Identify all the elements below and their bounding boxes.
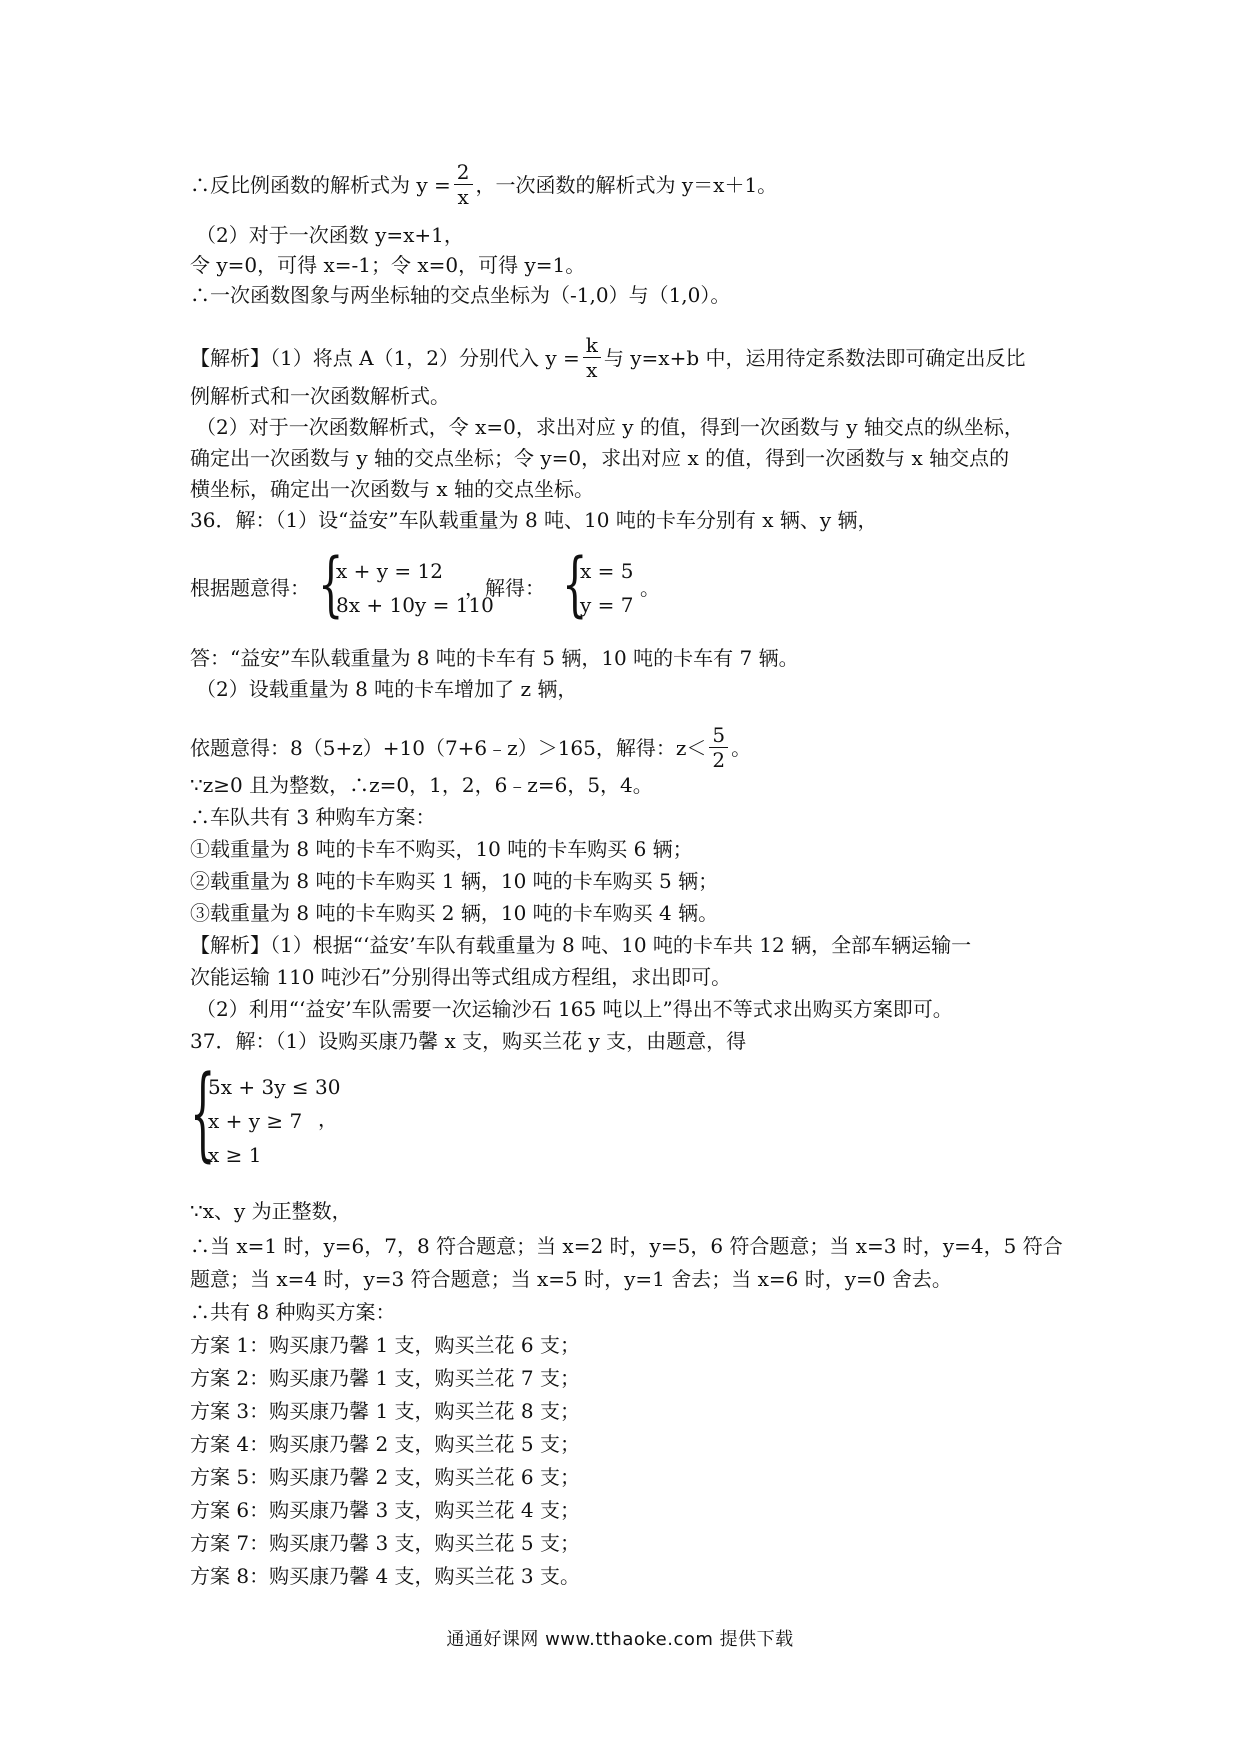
- equation-row: 8x + 10y = 110: [336, 593, 494, 617]
- inequality-row: 5x + 3y ≤ 30: [208, 1075, 341, 1099]
- text-line: ，解得：: [465, 576, 545, 600]
- text-span: 【解析】（1）将点 A（1，2）分别代入 y =: [190, 346, 580, 370]
- text-line: （2）对于一次函数 y=x+1，: [196, 223, 464, 247]
- text-line: 次能运输 110 吨沙石”分别得出等式组成方程组，求出即可。: [190, 965, 732, 989]
- brace-symbol: {: [318, 544, 344, 626]
- plan-item: 方案 3：购买康乃馨 1 支，购买兰花 8 支；: [190, 1399, 580, 1423]
- text-line: ①载重量为 8 吨的卡车不购买，10 吨的卡车购买 6 辆；: [190, 837, 693, 861]
- text-line: 37．解：（1）设购买康乃馨 x 支，购买兰花 y 支，由题意，得: [190, 1029, 747, 1053]
- fraction-numerator: k: [583, 333, 601, 358]
- equation-row: x + y = 12: [336, 559, 443, 583]
- text-line: 根据题意得：: [190, 576, 310, 600]
- plan-item: 方案 5：购买康乃馨 2 支，购买兰花 6 支；: [190, 1465, 580, 1489]
- fraction-denominator: x: [586, 358, 598, 382]
- text-line: [190, 725, 751, 774]
- text-line: 答：“益安”车队载重量为 8 吨的卡车有 5 辆，10 吨的卡车有 7 辆。: [190, 646, 799, 670]
- text-line: 横坐标，确定出一次函数与 x 轴的交点坐标。: [190, 477, 594, 501]
- equation-row: y = 7: [580, 593, 634, 617]
- plan-item: 方案 1：购买康乃馨 1 支，购买兰花 6 支；: [190, 1333, 580, 1357]
- text-span: 。: [731, 736, 752, 760]
- inequality-row: x ≥ 1: [208, 1143, 262, 1167]
- text-line: ∴一次函数图象与两坐标轴的交点坐标为（-1,0）与（1,0）。: [190, 283, 731, 307]
- text-line: （2）设载重量为 8 吨的卡车增加了 z 辆，: [196, 677, 578, 701]
- text-line: 确定出一次函数与 y 轴的交点坐标；令 y=0，求出对应 x 的值，得到一次函数与 x 轴交点的: [190, 446, 1010, 470]
- plan-item: 方案 4：购买康乃馨 2 支，购买兰花 5 支；: [190, 1432, 580, 1456]
- text-line: ，: [318, 1107, 338, 1131]
- brace-symbol: {: [190, 1056, 216, 1174]
- fraction-numerator: 5: [709, 723, 728, 748]
- text-line: [190, 162, 777, 211]
- text-line: （2）利用“‘益安’车队需要一次运输沙石 165 吨以上”得出不等式求出购买方案即可。: [196, 997, 953, 1021]
- text-line: 令 y=0，可得 x=-1；令 x=0，可得 y=1。: [190, 253, 586, 277]
- text-line: ∵z≥0 且为整数，∴z=0，1，2，6﹣z=6，5，4。: [190, 773, 653, 797]
- text-line: ∴车队共有 3 种购车方案：: [190, 805, 436, 829]
- equation-row: x = 5: [580, 559, 634, 583]
- text-span: 与 y=x+b 中，运用待定系数法即可确定出反比: [603, 346, 1026, 370]
- text-line: 例解析式和一次函数解析式。: [190, 384, 450, 408]
- text-line: ③载重量为 8 吨的卡车购买 2 辆，10 吨的卡车购买 4 辆。: [190, 901, 719, 925]
- text-line: 36．解：（1）设“益安”车队载重量为 8 吨、10 吨的卡车分别有 x 辆、y 辆，: [190, 508, 878, 532]
- fraction-numerator: 2: [454, 160, 473, 185]
- solution-system: [562, 544, 634, 626]
- text-line: 。: [640, 576, 660, 600]
- text-line: 题意；当 x=4 时，y=3 符合题意；当 x=5 时，y=1 舍去；当 x=6 时，y=0 舍去。: [190, 1267, 952, 1291]
- fraction: [454, 160, 473, 209]
- fraction: [583, 333, 601, 382]
- page-footer: 通通好课网 www.tthaoke.com 提供下载: [446, 1629, 794, 1650]
- fraction-denominator: x: [457, 185, 469, 209]
- text-span: ，一次函数的解析式为 y＝x＋1。: [475, 173, 778, 197]
- text-line: ∵x、y 为正整数，: [190, 1199, 352, 1223]
- fraction: [709, 723, 728, 772]
- brace-symbol: {: [562, 544, 588, 626]
- text-line: [190, 335, 1026, 384]
- plan-item: 方案 8：购买康乃馨 4 支，购买兰花 3 支。: [190, 1564, 580, 1588]
- text-line: ∴共有 8 种购买方案：: [190, 1300, 396, 1324]
- text-line: 【解析】（1）根据“‘益安’车队有载重量为 8 吨、10 吨的卡车共 12 辆，全部车辆运输一: [190, 933, 972, 957]
- text-span: 依题意得：8（5+z）+10（7+6﹣z）＞165，解得：z＜: [190, 736, 707, 760]
- plan-item: 方案 6：购买康乃馨 3 支，购买兰花 4 支；: [190, 1498, 580, 1522]
- plan-item: 方案 7：购买康乃馨 3 支，购买兰花 5 支；: [190, 1531, 580, 1555]
- fraction-denominator: 2: [712, 748, 726, 772]
- inequality-row: x + y ≥ 7: [208, 1109, 303, 1133]
- text-line: （2）对于一次函数解析式，令 x=0，求出对应 y 的值，得到一次函数与 y 轴交点的纵坐标，: [196, 415, 1024, 439]
- plan-item: 方案 2：购买康乃馨 1 支，购买兰花 7 支；: [190, 1366, 580, 1390]
- text-span: ∴反比例函数的解析式为 y =: [190, 173, 451, 197]
- text-line: ②载重量为 8 吨的卡车购买 1 辆，10 吨的卡车购买 5 辆；: [190, 869, 719, 893]
- text-line: ∴当 x=1 时，y=6，7，8 符合题意；当 x=2 时，y=5，6 符合题意；当 x=3 时，y=4，5 符合: [190, 1234, 1063, 1258]
